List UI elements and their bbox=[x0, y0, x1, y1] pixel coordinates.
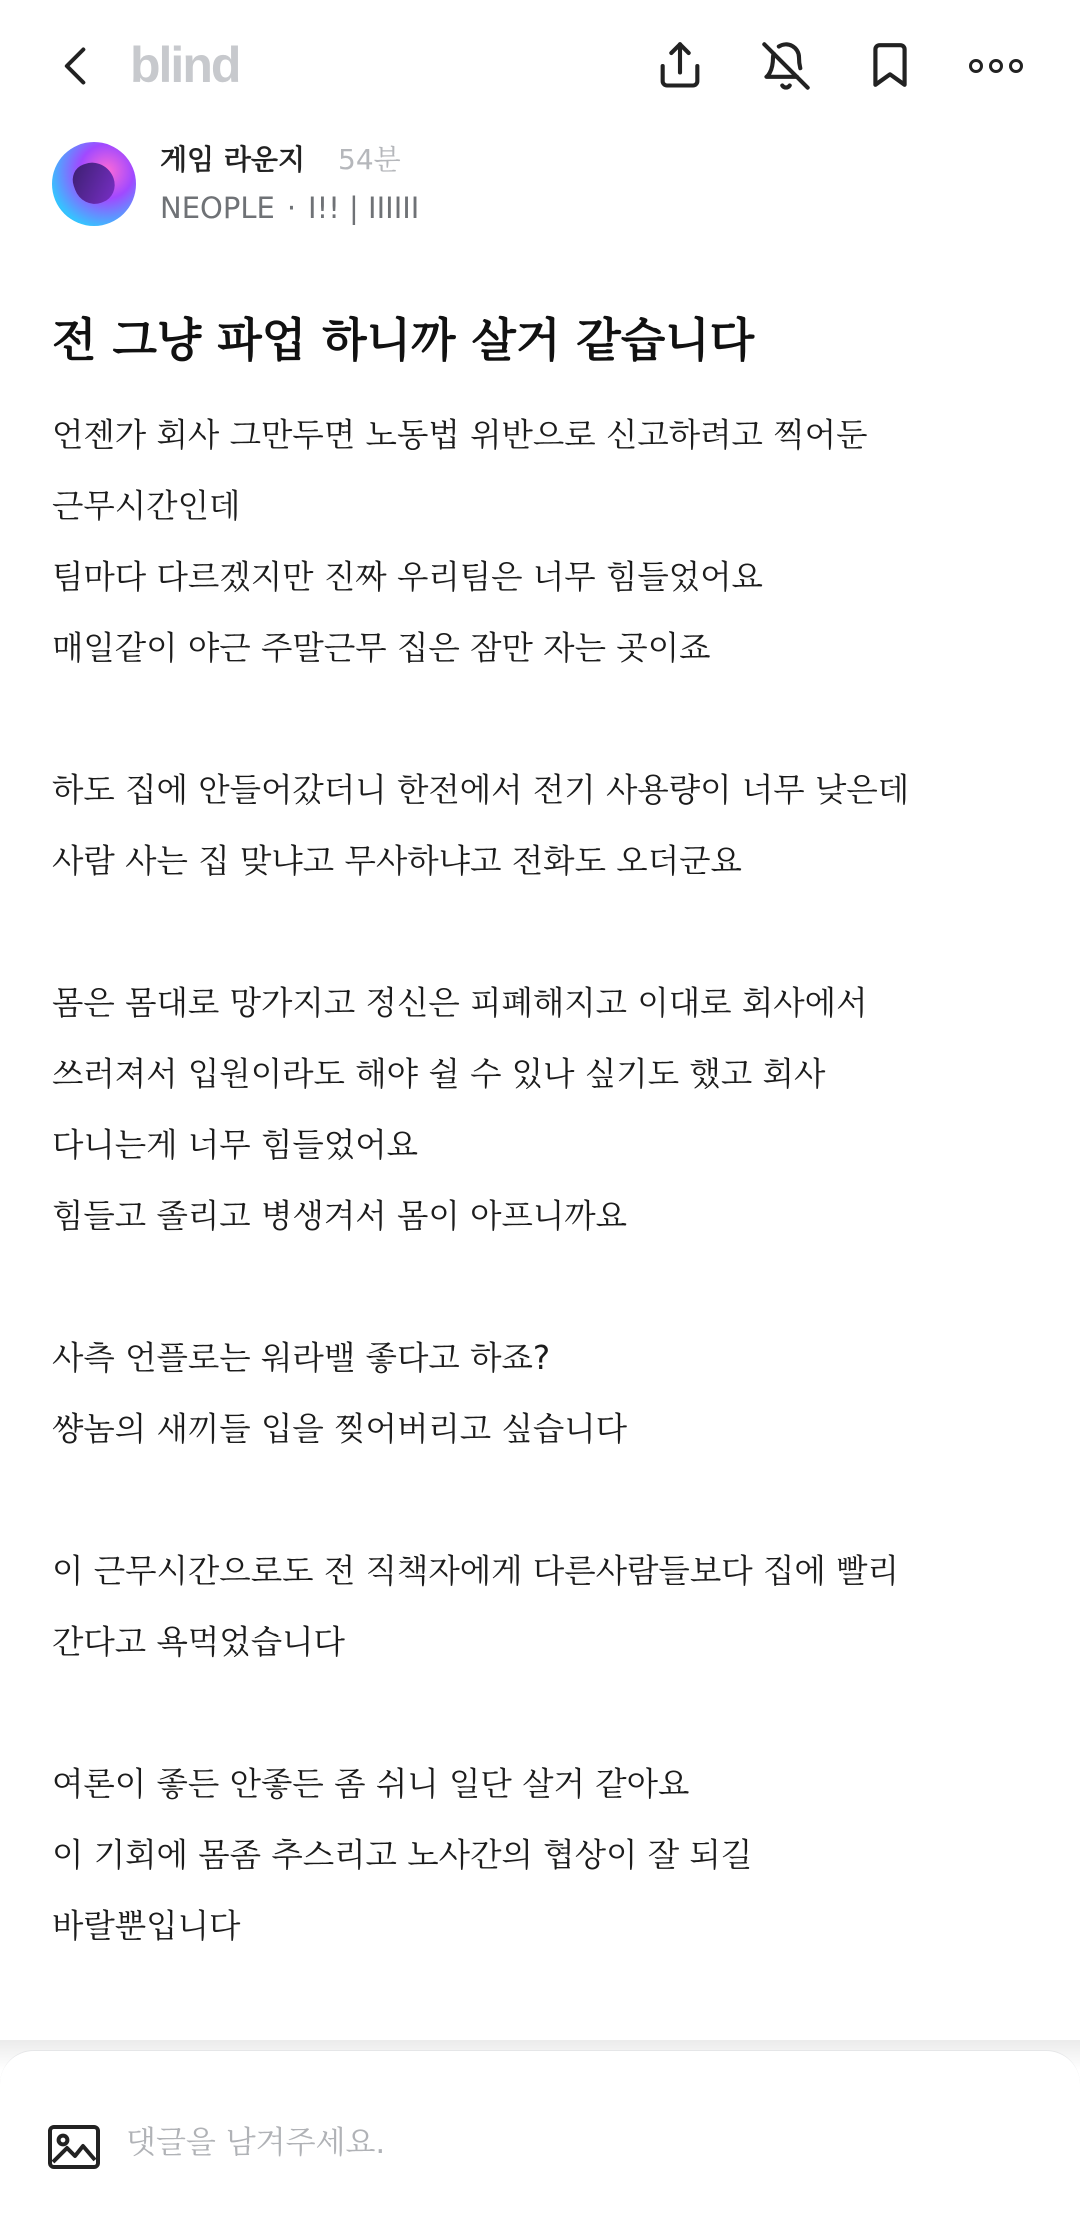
back-button[interactable] bbox=[38, 28, 114, 104]
channel-avatar[interactable] bbox=[52, 142, 136, 226]
body-line: 이 기회에 몸좀 추스리고 노사간의 협상이 잘 되길 bbox=[52, 1836, 753, 1874]
bell-off-icon bbox=[760, 40, 812, 92]
chevron-left-icon bbox=[54, 44, 98, 88]
more-options-button[interactable] bbox=[958, 28, 1034, 104]
author-nickname: I!! | IIIIII bbox=[308, 191, 420, 225]
body-line: 여론이 좋든 안좋든 좀 쉬니 일단 살거 같아요 bbox=[52, 1765, 690, 1803]
notification-toggle-button[interactable] bbox=[748, 28, 824, 104]
top-bar bbox=[0, 0, 1080, 130]
attach-image-button[interactable] bbox=[36, 2109, 112, 2185]
body-line bbox=[52, 1465, 1042, 1536]
bookmark-icon bbox=[865, 41, 915, 91]
post-body bbox=[52, 400, 1042, 1962]
body-line: 근무시간인데 bbox=[52, 487, 241, 525]
body-line bbox=[52, 897, 1042, 968]
avatar-graphic bbox=[68, 156, 120, 209]
body-line: 사측 언플로는 워라밸 좋다고 하죠? bbox=[52, 1339, 551, 1377]
body-line bbox=[52, 1678, 1042, 1749]
body-line: 이 근무시간으로도 전 직책자에게 다른사람들보다 집에 빨리 bbox=[52, 1552, 899, 1590]
body-line: 간다고 욕먹었습니다 bbox=[52, 1623, 345, 1661]
meta-separator: · bbox=[286, 191, 297, 225]
body-line: 힘들고 졸리고 병생겨서 몸이 아프니까요 bbox=[52, 1197, 628, 1235]
share-icon bbox=[654, 40, 706, 92]
more-horizontal-icon bbox=[967, 56, 1025, 76]
body-line bbox=[52, 684, 1042, 755]
comment-input[interactable] bbox=[126, 2115, 1026, 2171]
body-line: 팀마다 다르겠지만 진짜 우리팀은 너무 힘들었어요 bbox=[52, 558, 763, 596]
author-meta bbox=[160, 188, 419, 228]
image-icon bbox=[47, 2124, 101, 2170]
body-line: 매일같이 야근 주말근무 집은 잠만 자는 곳이죠 bbox=[52, 629, 711, 667]
post-author bbox=[52, 140, 1032, 240]
body-line bbox=[52, 1252, 1042, 1323]
bookmark-button[interactable] bbox=[852, 28, 928, 104]
channel-name[interactable]: 게임 라운지 bbox=[160, 143, 305, 176]
body-line: 언젠가 회사 그만두면 노동법 위반으로 신고하려고 찍어둔 bbox=[52, 416, 868, 454]
author-company: NEOPLE bbox=[160, 191, 275, 225]
body-line: 사람 사는 집 맞냐고 무사하냐고 전화도 오더군요 bbox=[52, 842, 742, 880]
comment-bar bbox=[0, 2050, 1080, 2221]
body-line: 바랄뿐입니다 bbox=[52, 1907, 241, 1945]
body-line: 썅놈의 새끼들 입을 찢어버리고 싶습니다 bbox=[52, 1410, 628, 1448]
body-line: 하도 집에 안들어갔더니 한전에서 전기 사용량이 너무 낮은데 bbox=[52, 771, 910, 809]
post-title: 전 그냥 파업 하니까 살거 같습니다 bbox=[52, 313, 755, 367]
body-line: 몸은 몸대로 망가지고 정신은 피폐해지고 이대로 회사에서 bbox=[52, 984, 868, 1022]
body-line: 쓰러져서 입원이라도 해야 쉴 수 있나 싶기도 했고 회사 bbox=[52, 1055, 826, 1093]
share-button[interactable] bbox=[642, 28, 718, 104]
blind-logo[interactable]: blind bbox=[130, 37, 240, 93]
post-time: 54분 bbox=[338, 143, 401, 176]
body-line: 다니는게 너무 힘들었어요 bbox=[52, 1126, 419, 1164]
